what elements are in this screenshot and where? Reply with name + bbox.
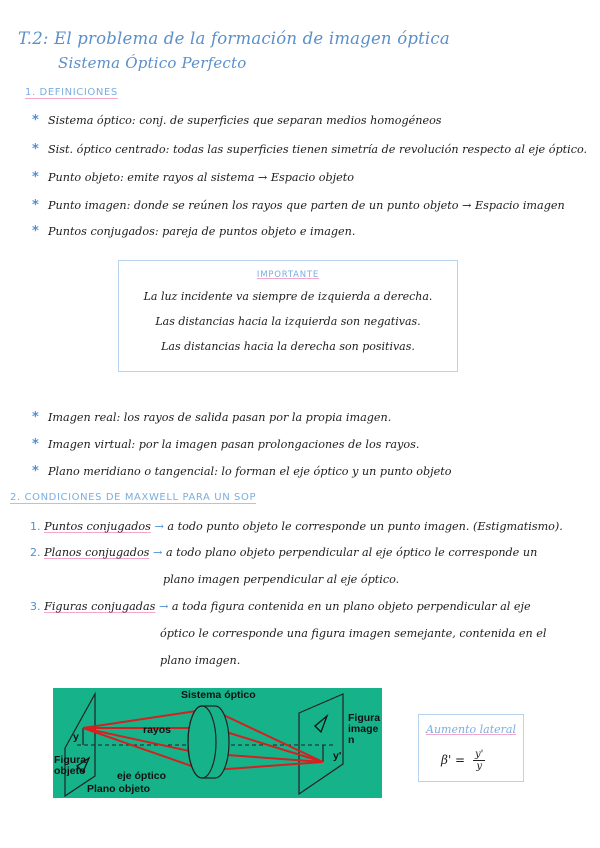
label-sistema-optico: Sistema óptico: [181, 689, 256, 701]
bullet-star-icon: *: [32, 437, 39, 452]
definition-item: * Sist. óptico centrado: todas las superficies tienen simetría de revolución respecto al eje óptico.: [32, 142, 588, 157]
aumento-lateral-box: [418, 714, 524, 782]
label-y-prime: y': [333, 750, 342, 762]
label-plano-objeto: Plano objeto: [87, 783, 150, 795]
arrow-right-icon: →: [158, 600, 169, 613]
bullet-star-icon: *: [32, 198, 39, 213]
maxwell-condition: 3. Figuras conjugadas → a toda figura contenida en un plano objeto perpendicular al eje: [30, 600, 531, 613]
arrow-right-icon: →: [153, 546, 163, 559]
bullet-star-icon: *: [32, 113, 39, 128]
important-title: IMPORTANTE: [256, 270, 320, 280]
maxwell-condition-continuation: plano imagen.: [160, 654, 241, 667]
section-heading-maxwell: 2. CONDICIONES DE MAXWELL PARA UN SOP: [10, 492, 257, 503]
maxwell-condition-continuation: plano imagen perpendicular al eje óptico.: [163, 573, 400, 586]
bullet-star-icon: *: [32, 464, 39, 479]
definition-item: * Imagen real: los rayos de salida pasan por la propia imagen.: [32, 410, 392, 425]
aumento-title: Aumento lateral: [426, 723, 516, 736]
bullet-star-icon: *: [32, 170, 39, 185]
definition-item: * Puntos conjugados: pareja de puntos objeto e imagen.: [32, 224, 356, 239]
definition-item: * Punto objeto: emite rayos al sistema → Espacio objeto: [32, 170, 354, 185]
definition-item: * Punto imagen: donde se reúnen los rayos que parten de un punto objeto → Espacio imagen: [32, 198, 565, 213]
maxwell-condition-continuation: óptico le corresponde una figura imagen semejante, contenida en el: [160, 627, 547, 640]
label-figura-imagen: Figura image n: [348, 712, 381, 746]
optical-system-figure: [53, 688, 382, 798]
image-figure-triangle: [315, 716, 327, 732]
definition-item: * Sistema óptico: conj. de superficies que separan medios homogéneos: [32, 113, 442, 128]
maxwell-condition: 1. Puntos conjugados → a todo punto objeto le corresponde un punto imagen. (Estigmatismo).: [30, 520, 563, 533]
section-heading-definiciones: 1. DEFINICIONES: [25, 87, 118, 98]
label-y: y: [73, 731, 79, 743]
definition-item: * Imagen virtual: por la imagen pasan prolongaciones de los rayos.: [32, 437, 420, 452]
label-eje-optico: eje óptico: [117, 770, 167, 782]
bullet-star-icon: *: [32, 142, 39, 157]
aumento-formula: β' = $\frac{y'}{y}$: [441, 749, 484, 772]
page-title: T.2: El problema de la formación de imagen óptica: [18, 29, 450, 48]
optical-diagram: [53, 688, 382, 798]
bullet-star-icon: *: [32, 224, 39, 239]
definition-item: * Plano meridiano o tangencial: lo forman el eje óptico y un punto objeto: [32, 464, 452, 479]
maxwell-condition: 2. Planos conjugados → a todo plano objeto perpendicular al eje óptico le corresponde un: [30, 546, 538, 559]
important-line: Las distancias hacia la derecha son positivas.: [161, 340, 415, 353]
image-plane: [299, 694, 343, 794]
page-subtitle: Sistema Óptico Perfecto: [58, 54, 247, 72]
important-box: [118, 260, 458, 372]
label-rayos: rayos: [143, 724, 172, 736]
label-figura-objeto: Figura objeto: [54, 754, 87, 777]
bullet-star-icon: *: [32, 410, 39, 425]
important-line: La luz incidente va siempre de izquierda a derecha.: [143, 290, 433, 303]
arrow-right-icon: →: [154, 520, 164, 533]
important-line: Las distancias hacia la izquierda son negativas.: [155, 315, 421, 328]
